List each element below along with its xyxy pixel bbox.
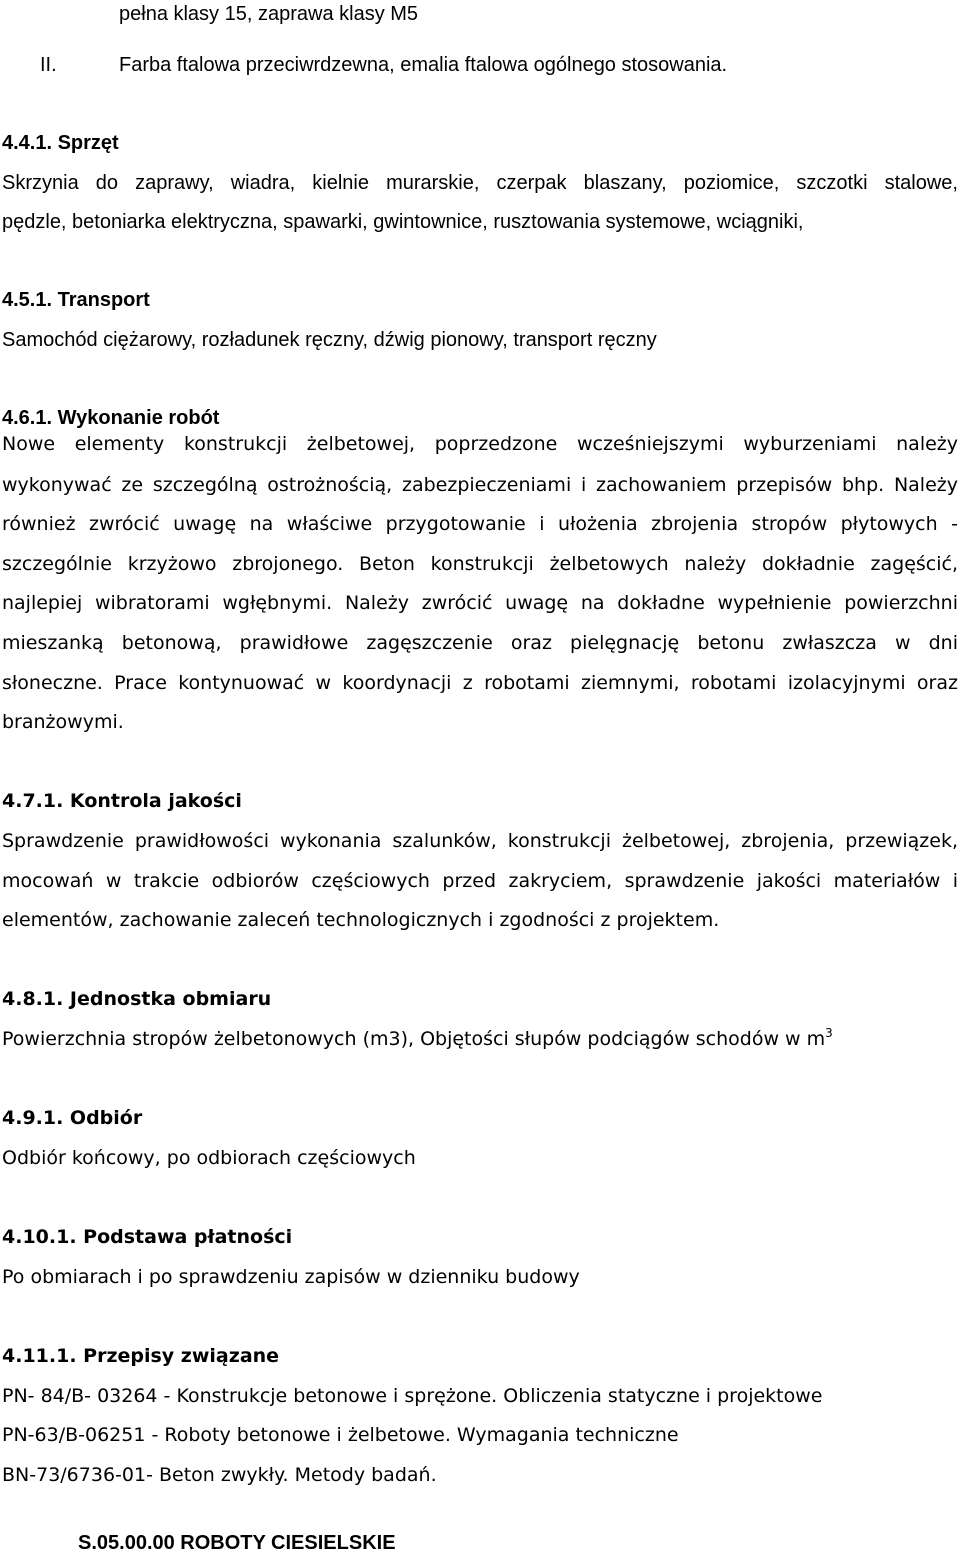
paragraph-line <box>2 1026 958 1052</box>
list-numeral: II. <box>40 54 57 76</box>
paragraph-line: wykonywać ze szczególną ostrożnością, zabezpieczeniami i zachowaniem przepisów bhp. Należy <box>2 474 958 496</box>
continuation-line: pełna klasy 15, zaprawa klasy M5 <box>119 3 419 25</box>
paragraph-line: branżowymi. <box>2 711 124 733</box>
paragraph-line: elementów, zachowanie zaleceń technologicznych i zgodności z projektem. <box>2 909 720 931</box>
paragraph-line: mieszanką betonową, prawidłowe zagęszczenie oraz pielęgnację betonu zwłaszcza w dni <box>2 632 958 654</box>
paragraph-line: pędzle, betoniarka elektryczna, spawarki, gwintownice, rusztowania systemowe, wciągniki, <box>2 211 804 233</box>
paragraph-line: Skrzynia do zaprawy, wiadra, kielnie murarskie, czerpak blaszany, poziomice, szczotki stalowe, <box>2 172 958 194</box>
section-heading-execution: 4.6.1. Wykonanie robót <box>2 407 220 429</box>
paragraph-line: najlepiej wibratorami wgłębnymi. Należy zwrócić uwagę na dokładne wypełnienie powierzchni <box>2 592 958 614</box>
unit-superscript: 3 <box>825 1026 833 1040</box>
section-heading-equipment: 4.4.1. Sprzęt <box>2 132 119 154</box>
regulation-line: PN-63/B-06251 - Roboty betonowe i żelbetowe. Wymagania techniczne <box>2 1424 679 1446</box>
paragraph-line: Sprawdzenie prawidłowości wykonania szalunków, konstrukcji żelbetowej, zbrojenia, przewiązek, <box>2 830 958 852</box>
paragraph-line: Odbiór końcowy, po odbiorach częściowych <box>2 1147 416 1169</box>
list-item-text: Farba ftalowa przeciwrdzewna, emalia ftalowa ogólnego stosowania. <box>119 54 728 76</box>
regulation-line: PN- 84/B- 03264 - Konstrukcje betonowe i sprężone. Obliczenia statyczne i projektowe <box>2 1385 823 1407</box>
paragraph-line: mocowań w trakcie odbiorów częściowych przed zakryciem, sprawdzenie jakości materiałów i <box>2 870 958 892</box>
next-chapter-title: S.05.00.00 ROBOTY CIESIELSKIE <box>78 1532 396 1554</box>
paragraph-line: Samochód ciężarowy, rozładunek ręczny, dźwig pionowy, transport ręczny <box>2 329 657 351</box>
section-heading-transport: 4.5.1. Transport <box>2 289 150 311</box>
section-heading-acceptance: 4.9.1. Odbiór <box>2 1107 143 1129</box>
paragraph-line: Po obmiarach i po sprawdzeniu zapisów w dzienniku budowy <box>2 1266 580 1288</box>
paragraph-line: słoneczne. Prace kontynuować w koordynacji z robotami ziemnymi, robotami izolacyjnymi oraz <box>2 672 958 694</box>
section-heading-payment: 4.10.1. Podstawa płatności <box>2 1226 293 1248</box>
paragraph-line: również zwrócić uwagę na właściwe przygotowanie i ułożenia zbrojenia stropów płytowych - <box>2 513 958 535</box>
regulation-line: BN-73/6736-01- Beton zwykły. Metody badań. <box>2 1464 437 1486</box>
section-heading-unit: 4.8.1. Jednostka obmiaru <box>2 988 272 1010</box>
unit-text: Powierzchnia stropów żelbetonowych (m3), Objętości słupów podciągów schodów w m <box>2 1028 826 1050</box>
paragraph-line: szczególnie krzyżowo zbrojonego. Beton konstrukcji żelbetowych należy dokładnie zagęścić, <box>2 553 958 575</box>
paragraph-line: Nowe elementy konstrukcji żelbetowej, poprzedzone wcześniejszymi wyburzeniami należy <box>2 433 958 455</box>
section-heading-quality: 4.7.1. Kontrola jakości <box>2 790 242 812</box>
section-heading-regulations: 4.11.1. Przepisy związane <box>2 1345 280 1367</box>
